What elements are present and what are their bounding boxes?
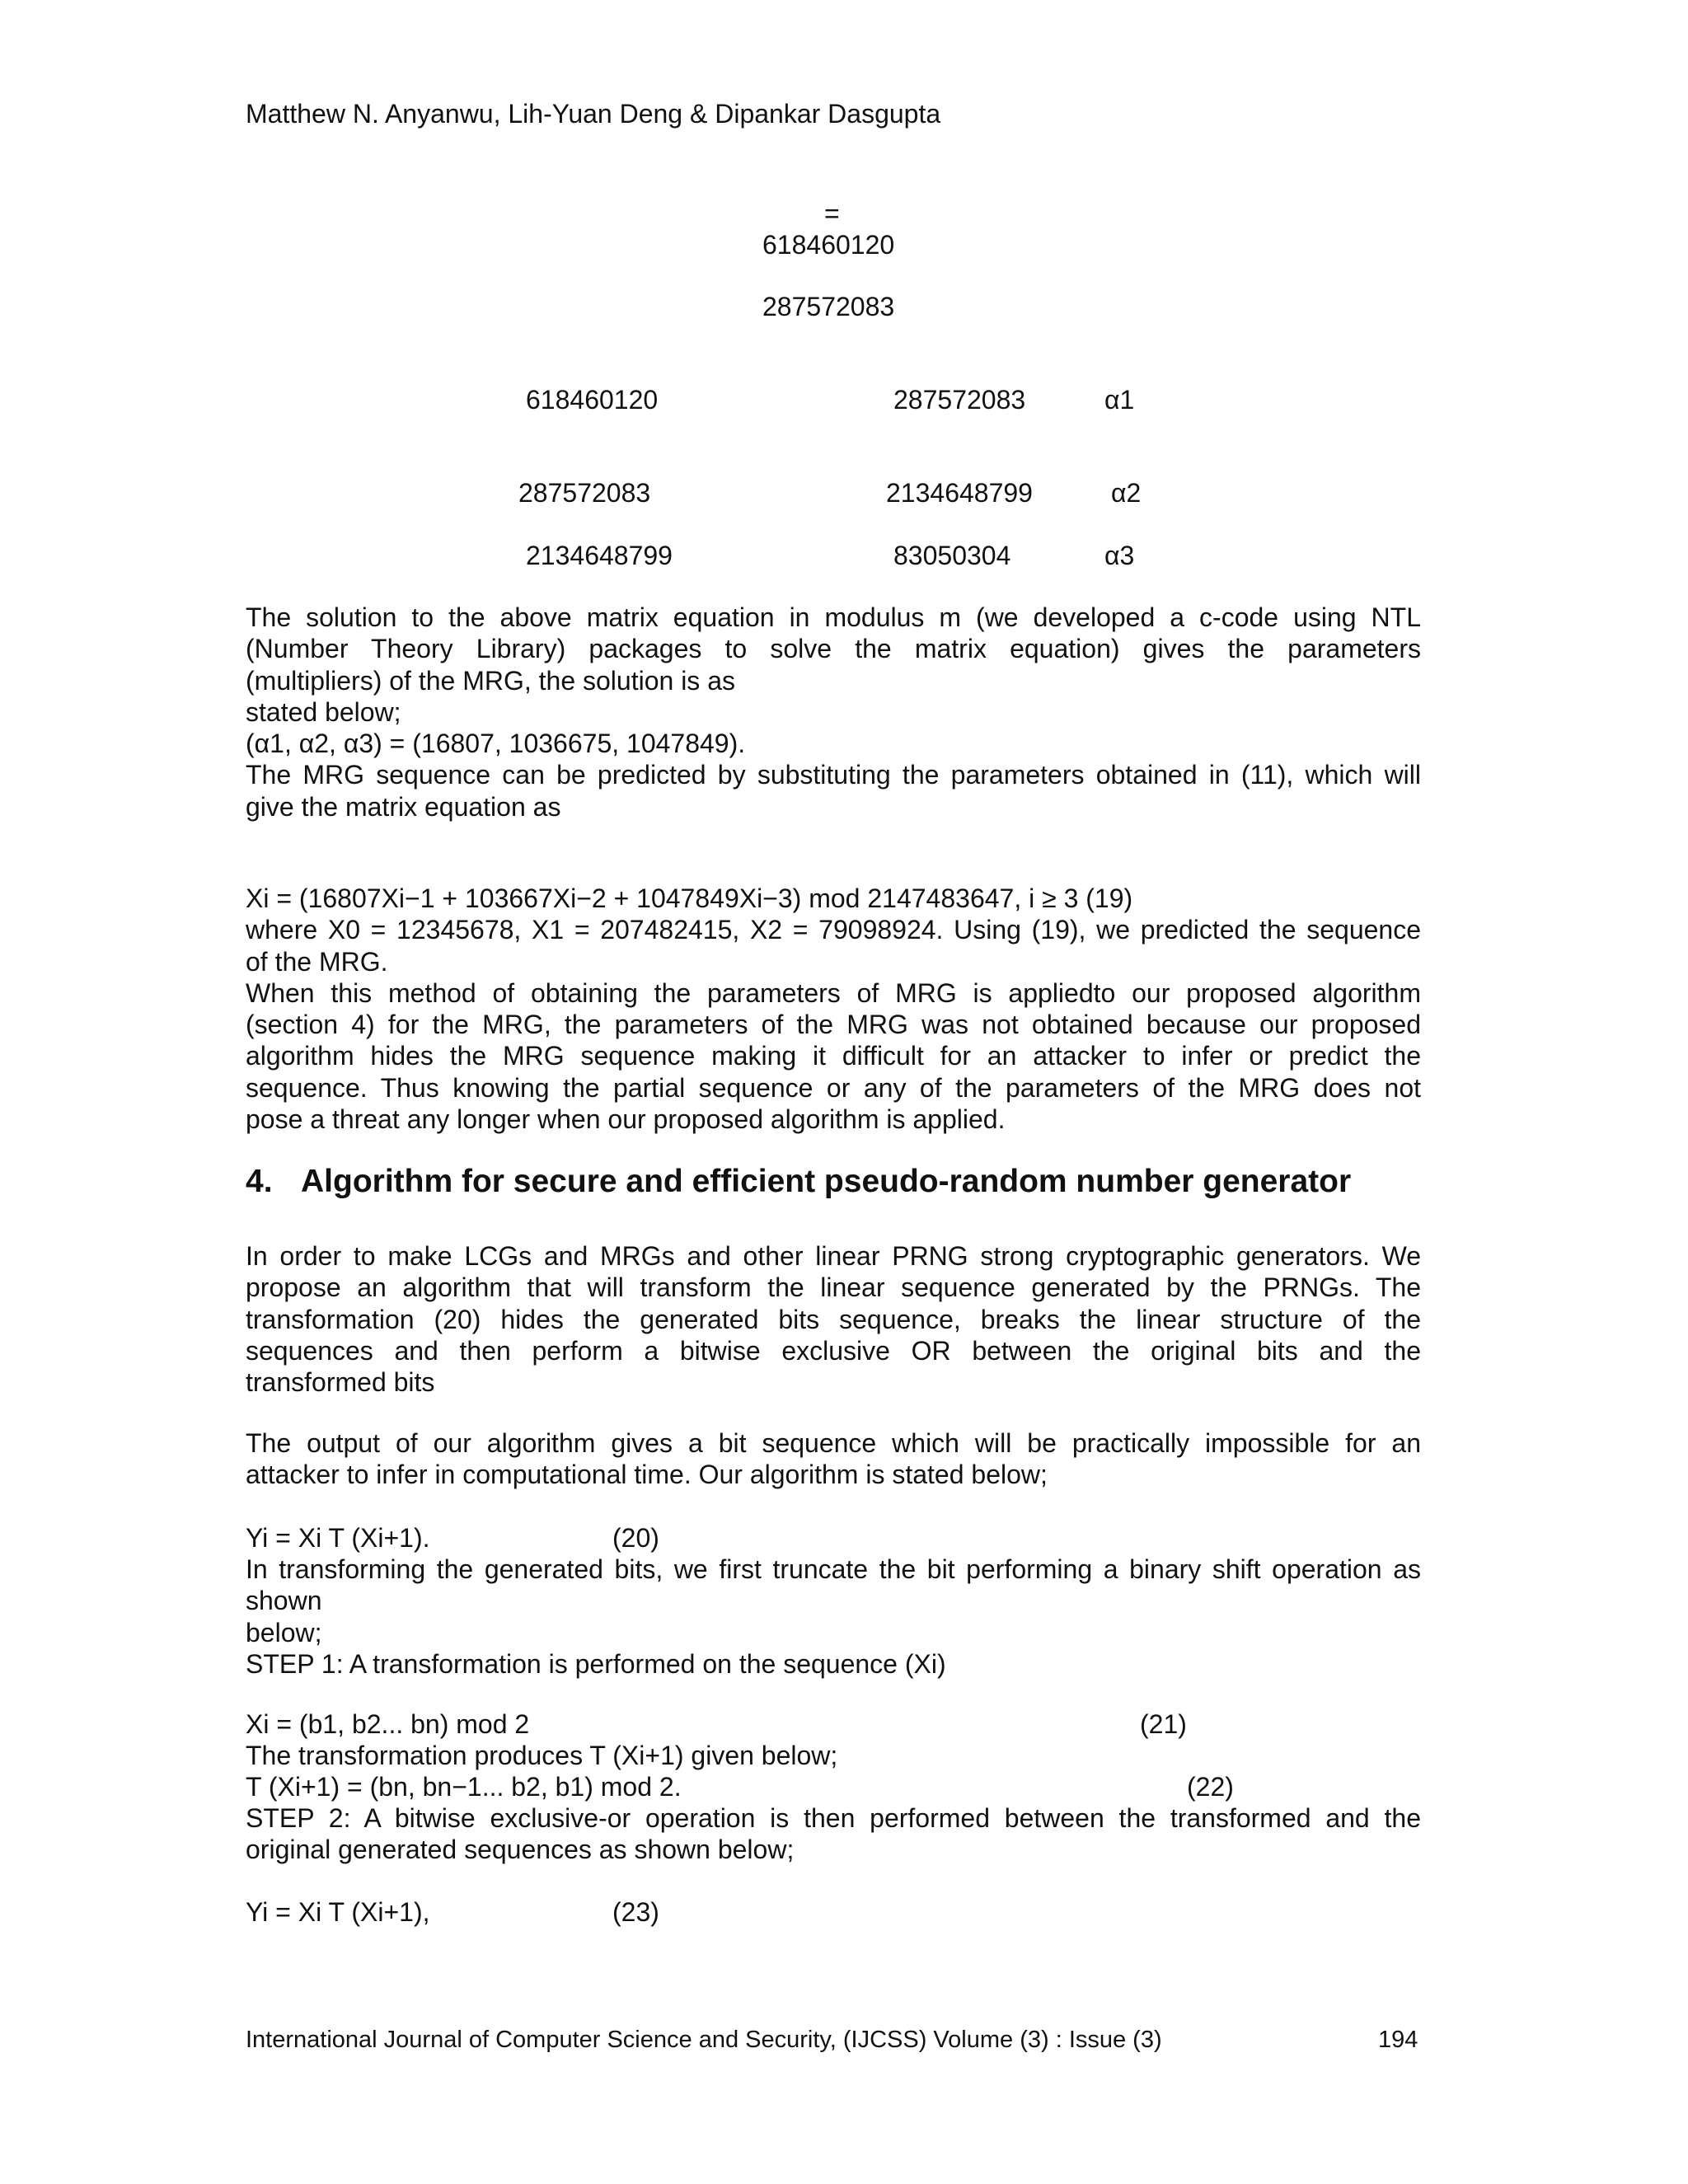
text-line: (section 4) for the MRG, the parameters of the MRG was not obtained because our proposed — [246, 1010, 1421, 1040]
text-line: shown — [246, 1586, 322, 1616]
text-line: below; — [246, 1617, 322, 1647]
matrix-cell: 2134648799 — [886, 478, 1033, 508]
text-line: The solution to the above matrix equation in modulus m (we developed a c-code using NTL — [246, 602, 1421, 632]
text-line: In order to make LCGs and MRGs and other linear PRNG strong cryptographic generators. We — [246, 1241, 1421, 1271]
text-line: give the matrix equation as — [246, 791, 561, 822]
equation-20: Yi = Xi T (Xi+1). — [246, 1523, 430, 1553]
paragraph-intro — [246, 1240, 1421, 1398]
paragraph-mrg-prediction — [246, 883, 1421, 1135]
text-line: (α1, α2, α3) = (16807, 1036675, 1047849). — [246, 729, 746, 759]
text-line: transformed bits — [246, 1367, 435, 1398]
paragraph-output — [246, 1427, 1421, 1491]
equation-20-label: (20) — [612, 1523, 659, 1553]
section-number: 4. — [246, 1164, 273, 1199]
section-heading — [246, 1162, 1351, 1202]
matrix-cell: 287572083 — [518, 478, 651, 508]
matrix-cell: 287572083 — [893, 385, 1026, 415]
equation-23-label: (23) — [612, 1897, 659, 1927]
alpha-label: α2 — [1111, 478, 1142, 508]
footer-journal: International Journal of Computer Science and Security, (IJCSS) Volume (3) : Issue (3) — [246, 2027, 1162, 2053]
text-line: pose a threat any longer when our proposed algorithm is applied. — [246, 1104, 1006, 1135]
paragraph-step2 — [246, 1802, 1421, 1866]
text-line: stated below; — [246, 696, 401, 727]
section-title: Algorithm for secure and efficient pseudo-random number generator — [301, 1164, 1352, 1199]
paragraph-solution — [246, 602, 1421, 823]
paragraph-transform — [246, 1554, 1421, 1680]
text-line: The output of our algorithm gives a bit sequence which will be practically impossible for an — [246, 1428, 1421, 1458]
text-line: The MRG sequence can be predicted by substituting the parameters obtained in (11), which will — [246, 760, 1421, 790]
matrix-cell: 83050304 — [893, 541, 1011, 570]
text-line: STEP 1: A transformation is performed on the sequence (Xi) — [246, 1648, 946, 1679]
text-line: STEP 2: A bitwise exclusive-or operation is then performed between the transformed and the — [246, 1803, 1421, 1833]
matrix-cell: 618460120 — [526, 385, 659, 415]
text-line: where X0 = 12345678, X1 = 207482415, X2 = 79098924. Using (19), we predicted the sequence — [246, 915, 1421, 945]
text-line: attacker to infer in computational time. Our algorithm is stated below; — [246, 1460, 1048, 1490]
page-number: 194 — [1378, 2027, 1418, 2053]
text-line: (Number Theory Library) packages to solve the matrix equation) gives the parameters — [246, 634, 1421, 664]
text-line: sequences and then perform a bitwise exclusive OR between the original bits and the — [246, 1335, 1421, 1366]
equation-23: Yi = Xi T (Xi+1), — [246, 1897, 430, 1927]
text-line: transformation (20) hides the generated bits sequence, breaks the linear structure of the — [246, 1304, 1421, 1334]
vector-entry: 287572083 — [762, 292, 895, 321]
equals-sign: = — [824, 199, 840, 228]
running-header-authors: Matthew N. Anyanwu, Lih-Yuan Deng & Dipankar Dasgupta — [246, 99, 941, 129]
alpha-label: α1 — [1104, 385, 1135, 415]
text-line: algorithm hides the MRG sequence making it difficult for an attacker to infer or predict the — [246, 1041, 1421, 1071]
equation-22-label: (22) — [1187, 1772, 1234, 1802]
matrix-cell: 2134648799 — [526, 541, 673, 570]
text-line: propose an algorithm that will transform the linear sequence generated by the PRNGs. The — [246, 1272, 1421, 1303]
equation-19: Xi = (16807Xi−1 + 103667Xi−2 + 1047849Xi−3) mod 2147483647, i ≥ 3 (19) — [246, 883, 1133, 913]
equation-22: T (Xi+1) = (bn, bn−1... b2, b1) mod 2. — [246, 1772, 682, 1802]
equation-21-label: (21) — [1140, 1709, 1187, 1739]
alpha-label: α3 — [1104, 541, 1135, 570]
text-line: sequence. Thus knowing the partial sequence or any of the parameters of the MRG does not — [246, 1072, 1421, 1103]
vector-entry: 618460120 — [762, 230, 895, 260]
text-line: original generated sequences as shown below; — [246, 1835, 795, 1865]
text-line: of the MRG. — [246, 946, 388, 977]
text-line: (multipliers) of the MRG, the solution is as — [246, 665, 735, 696]
equation-21: Xi = (b1, b2... bn) mod 2 — [246, 1709, 530, 1739]
text-line: In transforming the generated bits, we first truncate the bit performing a binary shift operation as — [246, 1554, 1421, 1584]
text-line: The transformation produces T (Xi+1) given below; — [246, 1741, 838, 1770]
text-line: When this method of obtaining the parameters of MRG is appliedto our proposed algorithm — [246, 977, 1421, 1008]
